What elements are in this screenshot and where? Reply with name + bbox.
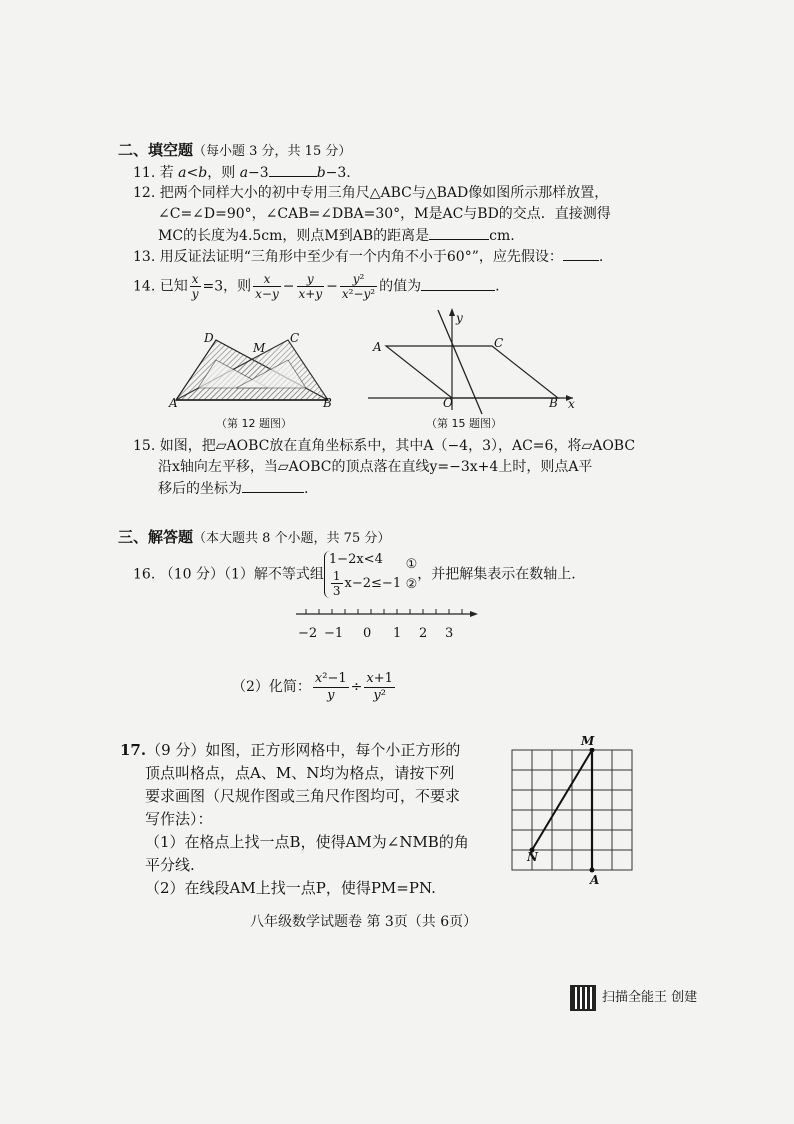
fraction: $\frac{\text{y²}}{\text{x²−y²}}$ xyxy=(341,272,376,301)
question-number: 14. xyxy=(133,278,156,295)
label-O: O xyxy=(443,396,453,410)
fraction: $\frac{1}{3}$ xyxy=(332,569,341,598)
q13-text: 用反证法证明“三角形中至少有一个内角不小于60°”，应先假设： xyxy=(159,249,563,265)
section-note: （本大题共 8 个小题，共 75 分） xyxy=(193,531,391,546)
question-score: （9 分） xyxy=(146,741,206,759)
q11-text: . xyxy=(346,165,351,181)
question-number: 13. xyxy=(133,249,156,265)
question-14: 14. 已知 $\frac{x}{y}$ =3，则 $\frac{x}{x-y}$ − $\frac{y}{x+y}$ − $\frac{\text{y²}}{\text{x²−y²}}$ 的值为 . xyxy=(133,272,500,301)
question-17-step-1-cont: 平分线. xyxy=(145,856,195,874)
q12-text: MC的长度为4.5cm，则点M到AB的距离是 xyxy=(158,228,430,244)
page-footer: 八年级数学试题卷 第 3页（共 6页） xyxy=(250,914,478,930)
figure-12-triangle-rulers xyxy=(168,328,338,408)
qr-code-icon xyxy=(570,985,596,1011)
label-M: M xyxy=(581,734,595,748)
tick-label: 2 xyxy=(419,626,428,641)
q12-text: 把两个同样大小的初中专用三角尺△ABC与△BAD像如图所示那样放置， xyxy=(159,185,609,201)
fraction: $\frac{x}{y}$ xyxy=(191,272,199,301)
figure-12-caption: （第 12 题图） xyxy=(216,417,292,430)
inequality-system xyxy=(324,551,401,598)
axis-label-y: y xyxy=(456,311,463,325)
tick-label: −1 xyxy=(324,626,344,641)
q12-text: cm. xyxy=(489,228,515,244)
section-title: 三、解答题 xyxy=(118,528,194,546)
q16-text: （2）化简： xyxy=(232,679,311,695)
q16-text: ，并把解集表示在数轴上. xyxy=(417,566,576,583)
question-17-line-1 xyxy=(120,739,460,761)
tick-label: 3 xyxy=(445,626,454,641)
answer-blank[interactable] xyxy=(563,246,599,261)
tick-label: 1 xyxy=(393,626,402,641)
label-A: A xyxy=(373,340,382,354)
figure-15-coordinate-graph xyxy=(368,306,578,416)
label-A: A xyxy=(169,396,178,410)
label-C: C xyxy=(290,331,300,345)
question-12-line-3 xyxy=(158,225,515,246)
question-number: 12. xyxy=(133,185,156,201)
fraction: $\frac{x}{x-y}$ xyxy=(255,272,279,301)
question-13: 13. 用反证法证明“三角形中至少有一个内角不小于60°”，应先假设： . xyxy=(133,246,603,267)
figure-15-caption: （第 15 题图） xyxy=(426,417,502,430)
label-M: M xyxy=(253,341,266,355)
question-17-step-2: （2）在线段AM上找一点P，使得PM=PN. xyxy=(145,879,436,897)
question-number: 17. xyxy=(120,741,147,759)
axis-label-x: x xyxy=(568,397,575,411)
tick-label: −2 xyxy=(298,626,318,641)
question-17-line-4: 写作法）： xyxy=(145,810,213,828)
fraction: $\frac{x+1}{\text{y²}}$ xyxy=(366,670,393,703)
question-16-part-2: （2）化简： $\frac{\text{x²−1}}{y}$ ÷ $\frac{x+1}{\text{y²}}$ xyxy=(232,670,393,703)
q15-text: 移后的坐标为 xyxy=(158,481,242,497)
answer-blank[interactable] xyxy=(242,478,304,493)
q14-text: ，则 xyxy=(223,278,252,295)
question-17-line-3: 要求画图（尺规作图或三角尺作图均可，不要求 xyxy=(145,787,461,805)
section-3-heading xyxy=(118,527,390,549)
q15-text: 如图，把▱AOBC放在直角坐标系中，其中A（−4，3），AC=6，将▱AOBC xyxy=(159,438,636,454)
section-note: （每小题 3 分，共 15 分） xyxy=(193,144,352,159)
question-17-step-1: （1）在格点上找一点B，使得AM为∠NMB的角 xyxy=(145,833,469,851)
mark-1: ① xyxy=(405,556,418,572)
scanner-watermark: 扫描全能王 创建 xyxy=(602,990,698,1005)
label-B: B xyxy=(323,396,332,410)
fraction: $\frac{y}{x+y}$ xyxy=(298,272,323,301)
q14-text: 的值为 xyxy=(379,278,422,295)
mark-2: ② xyxy=(405,576,418,592)
inequality-2: x−2≤−1 xyxy=(344,576,402,591)
inequality-marks xyxy=(406,555,418,595)
answer-blank[interactable] xyxy=(421,276,495,291)
question-number: 16. xyxy=(133,566,156,583)
question-11: 11. 若 a<b，则 a−3 b−3. xyxy=(133,162,351,183)
answer-blank[interactable] xyxy=(429,225,489,240)
label-A: A xyxy=(590,873,600,887)
question-number: 15. xyxy=(133,438,156,454)
q17-text: 如图，正方形网格中，每个小正方形的 xyxy=(205,741,461,759)
question-17-line-2: 顶点叫格点，点A、M、N均为格点，请按下列 xyxy=(145,764,455,782)
fraction: $\frac{\text{x²−1}}{y}$ xyxy=(314,670,347,703)
question-number: 11. xyxy=(133,165,156,181)
q11-text: ，则 xyxy=(207,165,240,181)
label-D: D xyxy=(204,331,214,345)
question-12-line-1 xyxy=(133,183,608,203)
label-B: B xyxy=(549,396,558,410)
label-N: N xyxy=(527,850,538,864)
inequality-1: 1−2x<4 xyxy=(328,552,383,567)
question-score: （10 分） xyxy=(159,566,224,583)
number-line[interactable] xyxy=(296,604,480,626)
question-15-line-2: 沿x轴向左平移，当▱AOBC的顶点落在直线y=−3x+4上时，则点A平 xyxy=(158,459,593,475)
q11-text: 若 xyxy=(159,165,179,181)
q14-text: 已知 xyxy=(159,278,188,295)
section-2-heading xyxy=(118,140,351,162)
label-C: C xyxy=(494,336,504,350)
q16-text: （1）解不等式组 xyxy=(223,566,324,583)
question-15-line-1 xyxy=(133,436,635,456)
section-title: 二、填空题 xyxy=(118,141,194,159)
question-16-part-1 xyxy=(133,551,576,598)
tick-label: 0 xyxy=(363,626,372,641)
question-15-line-3: 移后的坐标为 . xyxy=(158,478,308,499)
question-12-line-2: ∠C=∠D=90°，∠CAB=∠DBA=30°，M是AC与BD的交点．直接测得 xyxy=(158,206,611,222)
answer-blank[interactable] xyxy=(269,162,317,177)
